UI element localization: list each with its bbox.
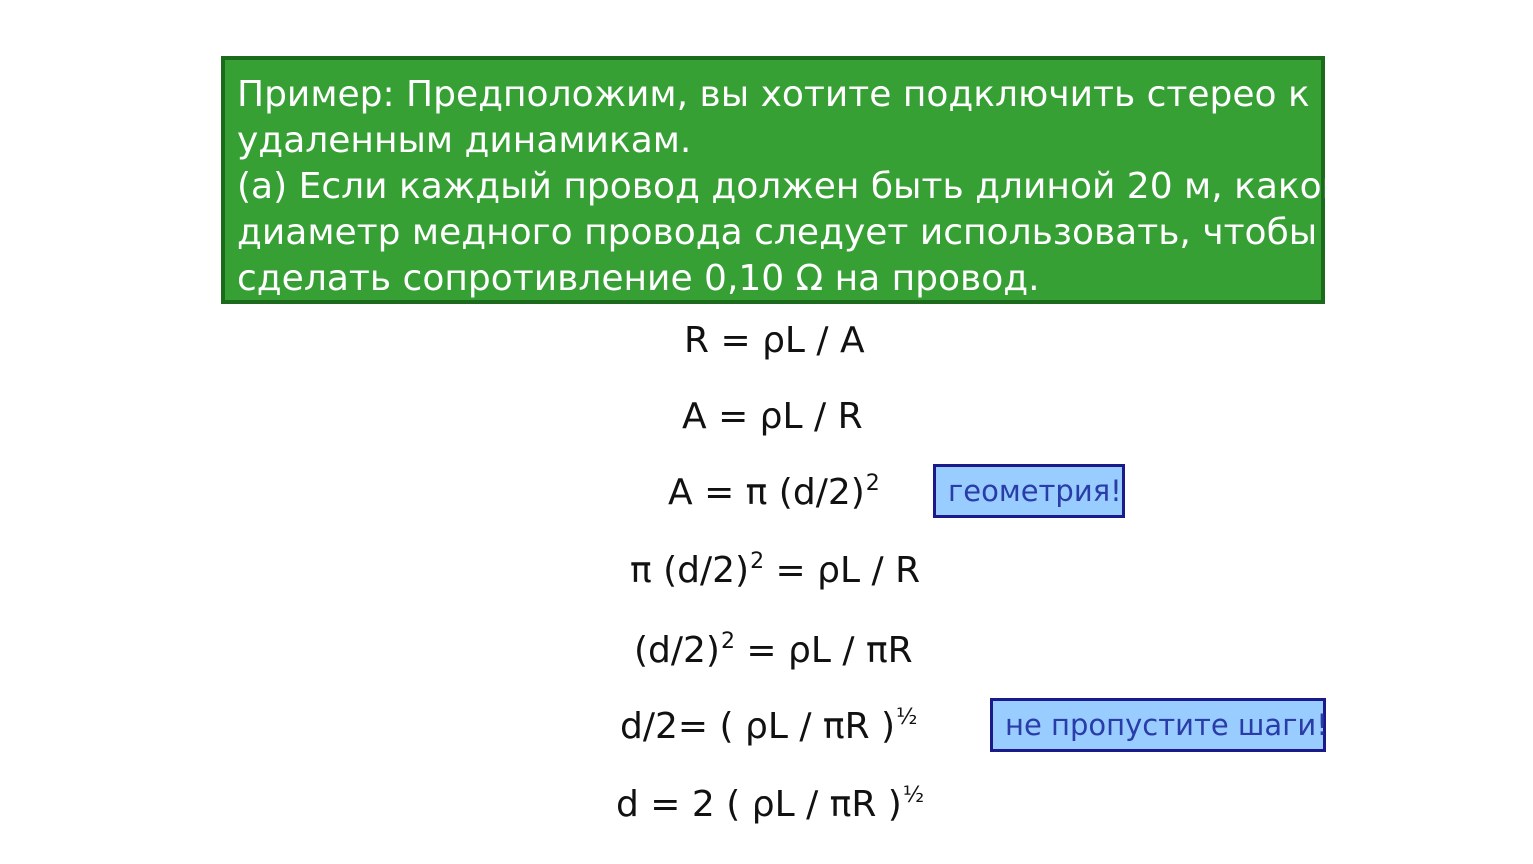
equation-text: (d/2) <box>634 630 720 671</box>
equation-area-geometry <box>668 470 880 521</box>
equation-superscript: 2 <box>750 549 765 574</box>
equation-text: A = π (d/2) <box>668 472 865 513</box>
equation-text: R = ρL / A <box>684 320 865 361</box>
equation-half-diameter <box>620 704 917 755</box>
equation-substitution <box>630 548 920 599</box>
equation-diameter <box>616 782 924 833</box>
equation-superscript: ½ <box>902 783 925 808</box>
equation-text: d = 2 ( ρL / πR ) <box>616 784 902 825</box>
equation-text: π (d/2) <box>630 550 750 591</box>
equation-superscript: 2 <box>720 629 735 654</box>
equation-area <box>682 394 863 440</box>
problem-line-5: сделать сопротивление 0,10 Ω на провод. <box>237 258 1040 299</box>
equation-text-rest: = ρL / R <box>764 550 921 591</box>
problem-statement-box <box>221 56 1346 304</box>
note-dont-skip-steps: не пропустите шаги! <box>990 698 1326 752</box>
problem-line-3: (а) Если каждый провод должен быть длиной 20 м, какой <box>237 166 1346 207</box>
equation-text-rest: = ρL / πR <box>734 630 913 671</box>
problem-line-1: Пример: Предположим, вы хотите подключить стерео к <box>237 74 1310 115</box>
problem-line-4: диаметр медного провода следует использовать, чтобы <box>237 212 1318 253</box>
equation-half-diameter-squared <box>634 628 913 679</box>
equation-superscript: 2 <box>865 471 880 496</box>
equation-text: A = ρL / R <box>682 396 863 437</box>
equation-superscript: ½ <box>896 705 918 730</box>
equation-resistance <box>684 318 865 364</box>
note-geometry: геометрия! <box>933 464 1125 518</box>
equation-text: d/2= ( ρL / πR ) <box>620 706 896 747</box>
problem-line-2: удаленным динамикам. <box>237 120 692 161</box>
